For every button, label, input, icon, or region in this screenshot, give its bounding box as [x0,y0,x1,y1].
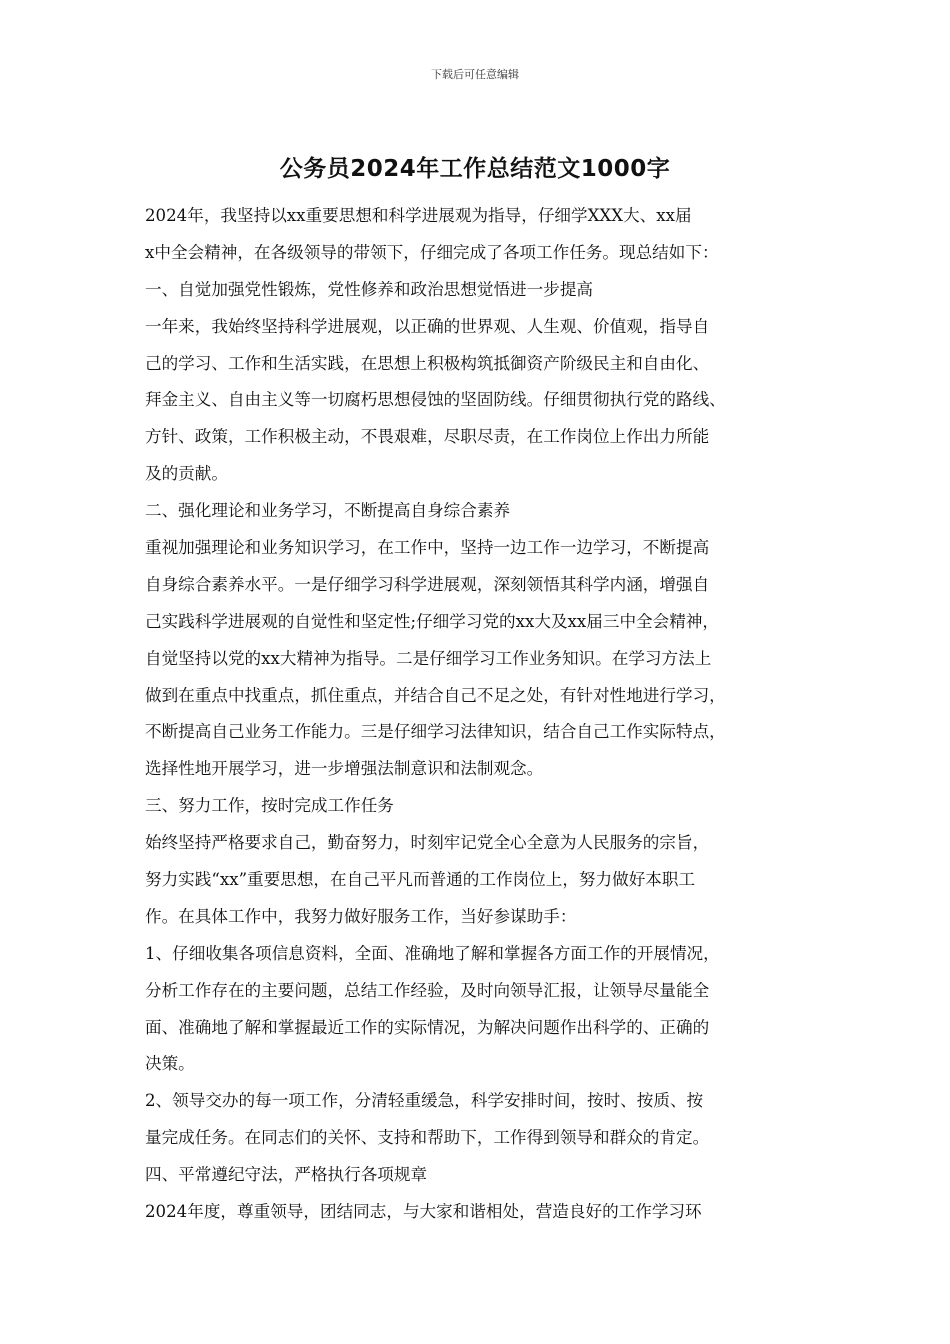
text-line: 面、准确地了解和掌握最近工作的实际情况，为解决问题作出科学的、正确的 [145,1017,710,1037]
text-line: 始终坚持严格要求自己，勤奋努力，时刻牢记党全心全意为人民服务的宗旨， [145,833,710,853]
text-line: 做到在重点中找重点，抓住重点，并结合自己不足之处，有针对性地进行学习， [145,685,726,705]
text-line: 四、平常遵纪守法，严格执行各项规章 [145,1165,428,1185]
text-line: 一年来，我始终坚持科学进展观，以正确的世界观、人生观、价值观，指导自 [145,316,710,336]
document-body [145,198,825,1231]
page-header: 下载后可任意编辑 [431,68,519,81]
text-line: 选择性地开展学习，进一步增强法制意识和法制观念。 [145,759,544,779]
text-line: 作。在具体工作中，我努力做好服务工作，当好参谋助手： [145,906,577,926]
text-line: 三、努力工作，按时完成工作任务 [145,796,394,816]
text-line: 自身综合素养水平。一是仔细学习科学进展观，深刻领悟其科学内涵，增强自 [145,574,710,594]
text-line: 重视加强理论和业务知识学习，在工作中，坚持一边工作一边学习，不断提高 [145,538,710,558]
text-line: 决策。 [145,1054,195,1074]
text-line: 方针、政策，工作积极主动，不畏艰难，尽职尽责，在工作岗位上作出力所能 [145,427,710,447]
text-line: 及的贡献。 [145,464,228,484]
text-line: 1、仔细收集各项信息资料，全面、准确地了解和掌握各方面工作的开展情况， [145,943,720,963]
text-line: 二、强化理论和业务学习，不断提高自身综合素养 [145,501,511,521]
text-line: 努力实践“xx”重要思想，在自己平凡而普通的工作岗位上，努力做好本职工 [145,870,696,890]
text-line: x中全会精神，在各级领导的带领下，仔细完成了各项工作任务。现总结如下： [145,242,719,262]
text-line: 量完成任务。在同志们的关怀、支持和帮助下，工作得到领导和群众的肯定。 [145,1128,710,1148]
text-line: 一、自觉加强党性锻炼，党性修养和政治思想觉悟进一步提高 [145,279,594,299]
text-line: 自觉坚持以党的xx大精神为指导。二是仔细学习工作业务知识。在学习方法上 [145,648,712,668]
text-line: 拜金主义、自由主义等一切腐朽思想侵蚀的坚固防线。仔细贯彻执行党的路线、 [145,390,726,410]
text-line: 2024年度，尊重领导，团结同志，与大家和谐相处，营造良好的工作学习环 [145,1202,702,1222]
text-line: 2024年，我坚持以xx重要思想和科学进展观为指导，仔细学XXX大、xx届 [145,206,692,225]
text-line: 己的学习、工作和生活实践，在思想上积极构筑抵御资产阶级民主和自由化、 [145,353,710,373]
text-line: 分析工作存在的主要问题，总结工作经验，及时向领导汇报，让领导尽量能全 [145,980,710,1000]
text-line: 己实践科学进展观的自觉性和坚定性;仔细学习党的xx大及xx届三中全会精神， [145,611,720,631]
text-line: 不断提高自己业务工作能力。三是仔细学习法律知识，结合自己工作实际特点， [145,722,726,742]
document-title: 公务员2024年工作总结范文1000字 [279,156,671,182]
text-line: 2、领导交办的每一项工作，分清轻重缓急，科学安排时间，按时、按质、按 [145,1091,704,1111]
